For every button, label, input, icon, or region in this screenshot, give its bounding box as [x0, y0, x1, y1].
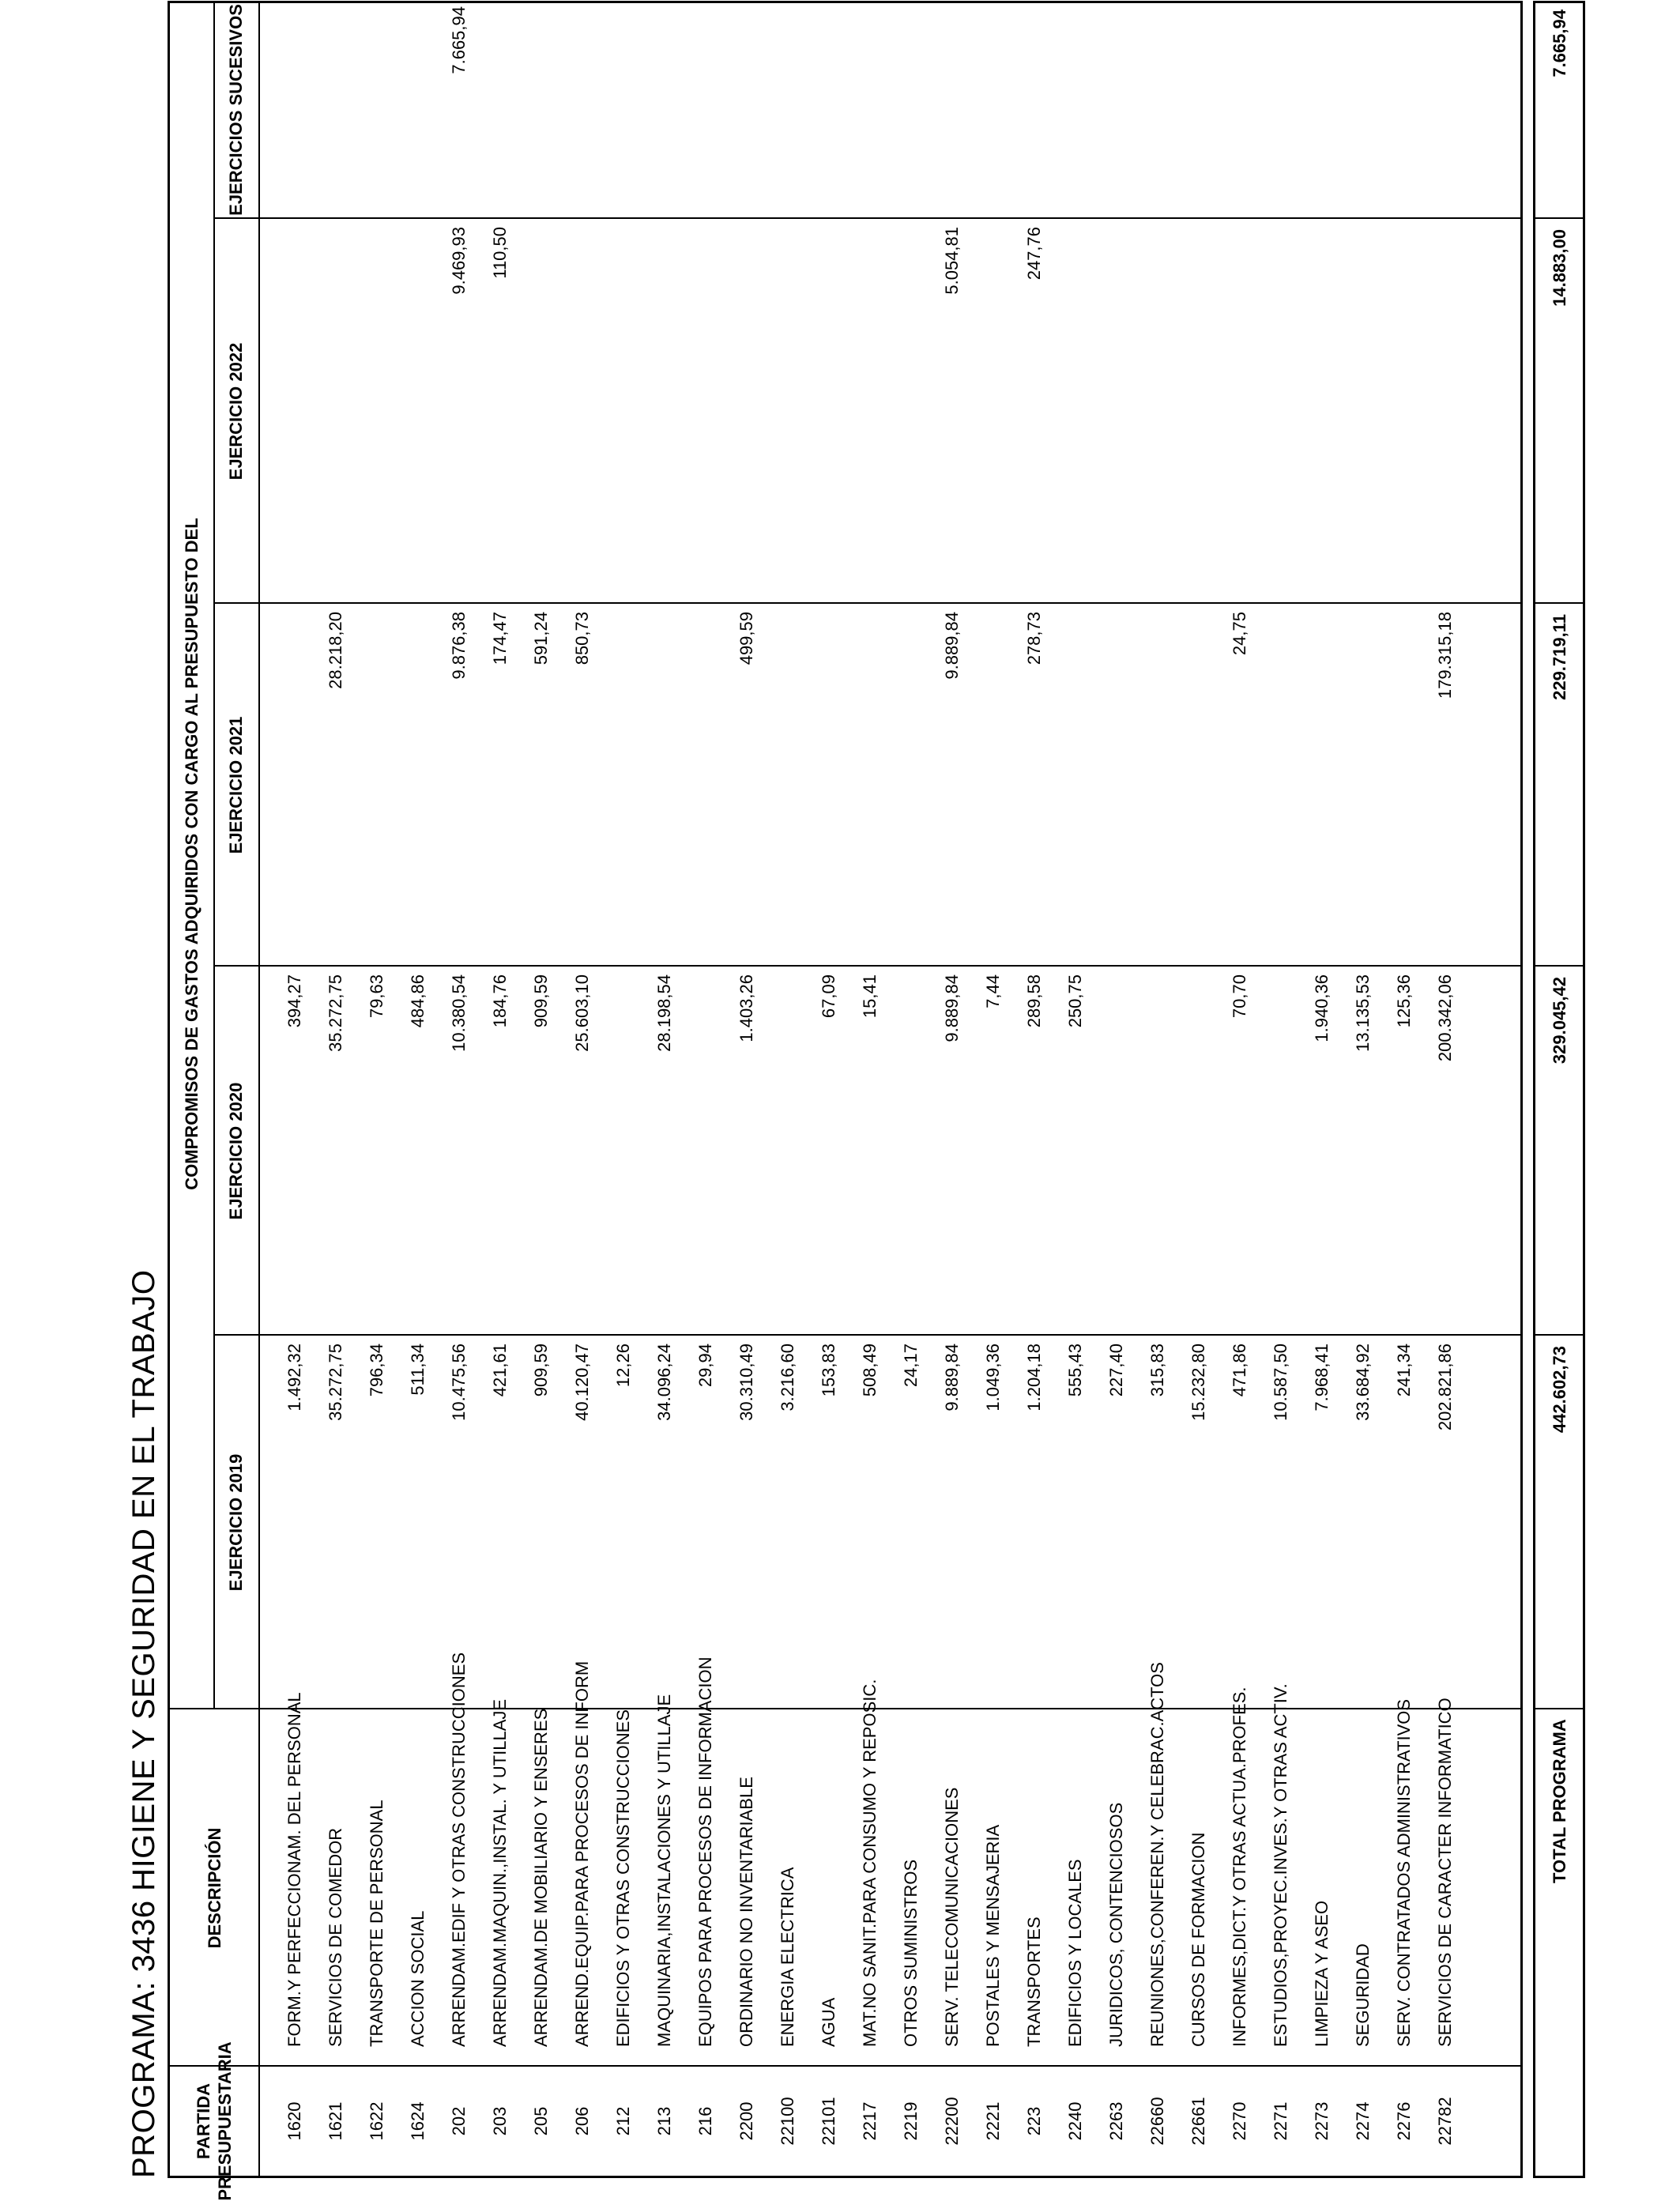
- row-description: ARRENDAM.DE MOBILIARIO Y ENSERES: [531, 1708, 551, 2047]
- row-description: POSTALES Y MENSAJERIA: [983, 1824, 1003, 2047]
- header-2020: EJERCICIO 2020: [226, 1082, 246, 1220]
- row-value: 3.216,60: [778, 1344, 797, 1411]
- header-partida-line2: PRESUPUESTARIA: [215, 2041, 235, 2201]
- row-value: 9.889,84: [942, 974, 962, 1042]
- program-title: PROGRAMA: 3436 HIGIENE Y SEGURIDAD EN EL TRABAJO: [126, 1269, 161, 2178]
- header-sucesivos: EJERCICIOS SUCESIVOS: [226, 4, 246, 216]
- row-value: 591,24: [531, 612, 551, 665]
- row-code: 2273: [1312, 2101, 1332, 2141]
- row-code: 2263: [1106, 2101, 1126, 2141]
- row-value: 241,34: [1394, 1344, 1414, 1397]
- row-code: 2217: [860, 2101, 880, 2141]
- row-value: 30.310,49: [736, 1344, 756, 1421]
- row-code: 1620: [284, 2101, 304, 2141]
- row-value: 15,41: [860, 974, 880, 1019]
- row-code: 213: [654, 2106, 674, 2136]
- row-description: SERV. TELECOMUNICACIONES: [942, 1787, 962, 2047]
- row-value: 511,34: [408, 1344, 428, 1396]
- row-value: 12,26: [613, 1344, 633, 1388]
- row-value: 508,49: [860, 1344, 880, 1397]
- row-value: 125,36: [1394, 974, 1414, 1028]
- row-value: 202.821,86: [1435, 1344, 1455, 1431]
- row-code: 2276: [1394, 2101, 1414, 2141]
- row-code: 212: [613, 2106, 633, 2136]
- row-description: LIMPIEZA Y ASEO: [1312, 1900, 1332, 2047]
- row-value: 909,59: [531, 974, 551, 1028]
- row-value: 179.315,18: [1435, 612, 1455, 699]
- row-description: INFORMES,DICT.Y OTRAS ACTUA.PROFES.: [1230, 1687, 1249, 2047]
- row-value: 7,44: [983, 974, 1003, 1008]
- row-description: SERVICIOS DE COMEDOR: [326, 1827, 345, 2047]
- row-value: 471,86: [1230, 1344, 1249, 1397]
- row-value: 79,63: [367, 974, 386, 1019]
- row-value: 34.096,24: [654, 1344, 674, 1421]
- total-divider-2020: [1535, 965, 1583, 967]
- row-value: 909,59: [531, 1344, 551, 1397]
- row-value: 67,09: [819, 974, 838, 1019]
- total-row: [1533, 1, 1585, 2178]
- total-2019: 442.602,73: [1550, 1346, 1569, 1434]
- row-value: 9.889,84: [942, 1344, 962, 1411]
- row-code: 2270: [1230, 2101, 1249, 2141]
- row-value: 184,76: [490, 974, 510, 1028]
- row-code: 202: [449, 2106, 469, 2136]
- divider-2022: [213, 217, 1520, 219]
- row-description: ACCION SOCIAL: [408, 1910, 428, 2047]
- row-code: 2271: [1271, 2101, 1290, 2141]
- row-value: 7.665,94: [449, 6, 469, 74]
- divider-desc: [170, 1708, 1520, 1709]
- row-value: 1.204,18: [1024, 1344, 1044, 1411]
- row-code: 205: [531, 2106, 551, 2136]
- row-value: 28.218,20: [326, 612, 345, 689]
- row-description: MAT.NO SANIT.PARA CONSUMO Y REPOSIC.: [860, 1679, 880, 2047]
- row-value: 25.603,10: [572, 974, 592, 1052]
- row-description: EDIFICIOS Y LOCALES: [1065, 1859, 1085, 2047]
- row-code: 22200: [942, 2097, 962, 2146]
- row-description: SERVICIOS DE CARACTER INFORMATICO: [1435, 1698, 1455, 2047]
- header-partida: [170, 2041, 258, 2201]
- header-2019: EJERCICIO 2019: [226, 1453, 246, 1592]
- total-divider-2022: [1535, 217, 1583, 219]
- row-code: 22101: [819, 2097, 838, 2146]
- row-value: 29,94: [695, 1344, 715, 1388]
- row-description: TRANSPORTES: [1024, 1916, 1044, 2047]
- row-value: 1.940,36: [1312, 974, 1332, 1042]
- row-description: ARRENDAM.MAQUIN.,INSTAL. Y UTILLAJE: [490, 1698, 510, 2047]
- total-label: TOTAL PROGRAMA: [1550, 1719, 1569, 1883]
- total-divider-2021: [1535, 602, 1583, 604]
- row-code: 2221: [983, 2101, 1003, 2141]
- row-code: 22661: [1188, 2097, 1208, 2146]
- header-2022: EJERCICIO 2022: [226, 342, 246, 481]
- divider-2021: [213, 602, 1520, 604]
- row-description: ESTUDIOS,PROYEC.INVES.Y OTRAS ACTIV.: [1271, 1683, 1290, 2047]
- row-code: 2200: [736, 2101, 756, 2141]
- total-divider-desc: [1535, 1708, 1583, 1709]
- row-code: 22660: [1147, 2097, 1167, 2146]
- row-description: SEGURIDAD: [1353, 1943, 1373, 2047]
- row-description: AGUA: [819, 1997, 838, 2047]
- row-description: TRANSPORTE DE PERSONAL: [367, 1800, 386, 2047]
- row-description: JURIDICOS, CONTENCIOSOS: [1106, 1802, 1126, 2047]
- row-value: 35.272,75: [326, 1344, 345, 1421]
- row-code: 1622: [367, 2101, 386, 2141]
- row-description: EDIFICIOS Y OTRAS CONSTRUCCIONES: [613, 1709, 633, 2047]
- row-description: ENERGIA ELECTRICA: [778, 1867, 797, 2047]
- row-code: 1624: [408, 2101, 428, 2141]
- row-value: 40.120,47: [572, 1344, 592, 1421]
- row-value: 10.587,50: [1271, 1344, 1290, 1421]
- row-description: FORM.Y PERFECCIONAM. DEL PERSONAL: [284, 1692, 304, 2047]
- total-2022: 14.883,00: [1550, 229, 1569, 307]
- row-value: 315,83: [1147, 1344, 1167, 1397]
- total-2020: 329.045,42: [1550, 977, 1569, 1065]
- row-value: 200.342,06: [1435, 974, 1455, 1062]
- row-value: 35.272,75: [326, 974, 345, 1052]
- row-code: 22100: [778, 2097, 797, 2146]
- row-value: 1.492,32: [284, 1344, 304, 1411]
- row-value: 484,86: [408, 974, 428, 1028]
- total-sucesivos: 7.665,94: [1550, 9, 1569, 77]
- row-value: 13.135,53: [1353, 974, 1373, 1052]
- row-value: 247,76: [1024, 227, 1044, 281]
- row-code: 223: [1024, 2106, 1044, 2136]
- row-value: 7.968,41: [1312, 1344, 1332, 1411]
- row-value: 850,73: [572, 612, 592, 665]
- row-code: 203: [490, 2106, 510, 2136]
- row-code: 2240: [1065, 2101, 1085, 2141]
- divider-2019: [213, 1334, 1520, 1336]
- row-value: 9.889,84: [942, 612, 962, 680]
- header-partida-line1: PARTIDA: [194, 2082, 213, 2160]
- row-value: 153,83: [819, 1344, 838, 1397]
- row-value: 70,70: [1230, 974, 1249, 1019]
- row-description: ARREND.EQUIP.PARA PROCESOS DE INFORM: [572, 1660, 592, 2047]
- row-value: 9.469,93: [449, 227, 469, 295]
- row-value: 394,27: [284, 974, 304, 1028]
- total-2021: 229.719,11: [1550, 614, 1569, 700]
- row-description: MAQUINARIA,INSTALACIONES Y UTILLAJE: [654, 1694, 674, 2047]
- row-value: 110,50: [490, 227, 510, 279]
- row-value: 5.054,81: [942, 227, 962, 295]
- row-value: 289,58: [1024, 974, 1044, 1028]
- budget-table: [168, 1, 1523, 2201]
- row-value: 28.198,54: [654, 974, 674, 1052]
- total-divider-2019: [1535, 1334, 1583, 1336]
- row-value: 15.232,80: [1188, 1344, 1208, 1421]
- row-description: SERV. CONTRATADOS ADMINISTRATIVOS: [1394, 1698, 1414, 2047]
- row-description: ARRENDAM.EDIF Y OTRAS CONSTRUCCIONES: [449, 1652, 469, 2047]
- row-code: 2219: [901, 2101, 921, 2141]
- row-description: EQUIPOS PARA PROCESOS DE INFORMACION: [695, 1656, 715, 2047]
- row-code: 2274: [1353, 2101, 1373, 2141]
- row-value: 227,40: [1106, 1344, 1126, 1397]
- row-description: CURSOS DE FORMACION: [1188, 1832, 1208, 2047]
- row-value: 555,43: [1065, 1344, 1085, 1397]
- row-value: 278,73: [1024, 612, 1044, 665]
- row-value: 1.049,36: [983, 1344, 1003, 1411]
- row-code: 216: [695, 2106, 715, 2136]
- row-code: 22782: [1435, 2097, 1455, 2146]
- row-description: REUNIONES,CONFEREN.Y CELEBRAC.ACTOS: [1147, 1662, 1167, 2047]
- row-value: 10.380,54: [449, 974, 469, 1052]
- row-value: 33.684,92: [1353, 1344, 1373, 1421]
- row-code: 206: [572, 2106, 592, 2136]
- divider-2020: [213, 965, 1520, 967]
- row-value: 1.403,26: [736, 974, 756, 1042]
- row-value: 796,34: [367, 1344, 386, 1397]
- row-value: 174,47: [490, 612, 510, 665]
- row-code: 1621: [326, 2101, 345, 2141]
- header-2021: EJERCICIO 2021: [226, 716, 246, 854]
- row-description: ORDINARIO NO INVENTARIABLE: [736, 1777, 756, 2047]
- row-value: 24,17: [901, 1344, 921, 1388]
- header-compromisos: COMPROMISOS DE GASTOS ADQUIRIDOS CON CARGO AL PRESUPUESTO DEL: [182, 518, 202, 1190]
- row-value: 24,75: [1230, 612, 1249, 656]
- row-value: 499,59: [736, 612, 756, 665]
- row-value: 10.475,56: [449, 1344, 469, 1421]
- row-value: 9.876,38: [449, 612, 469, 680]
- header-bottom-line: [258, 3, 260, 2176]
- row-value: 421,61: [490, 1344, 510, 1397]
- row-value: 250,75: [1065, 974, 1085, 1028]
- header-descripcion: DESCRIPCIÓN: [204, 1827, 224, 1949]
- row-description: OTROS SUMINISTROS: [901, 1859, 921, 2047]
